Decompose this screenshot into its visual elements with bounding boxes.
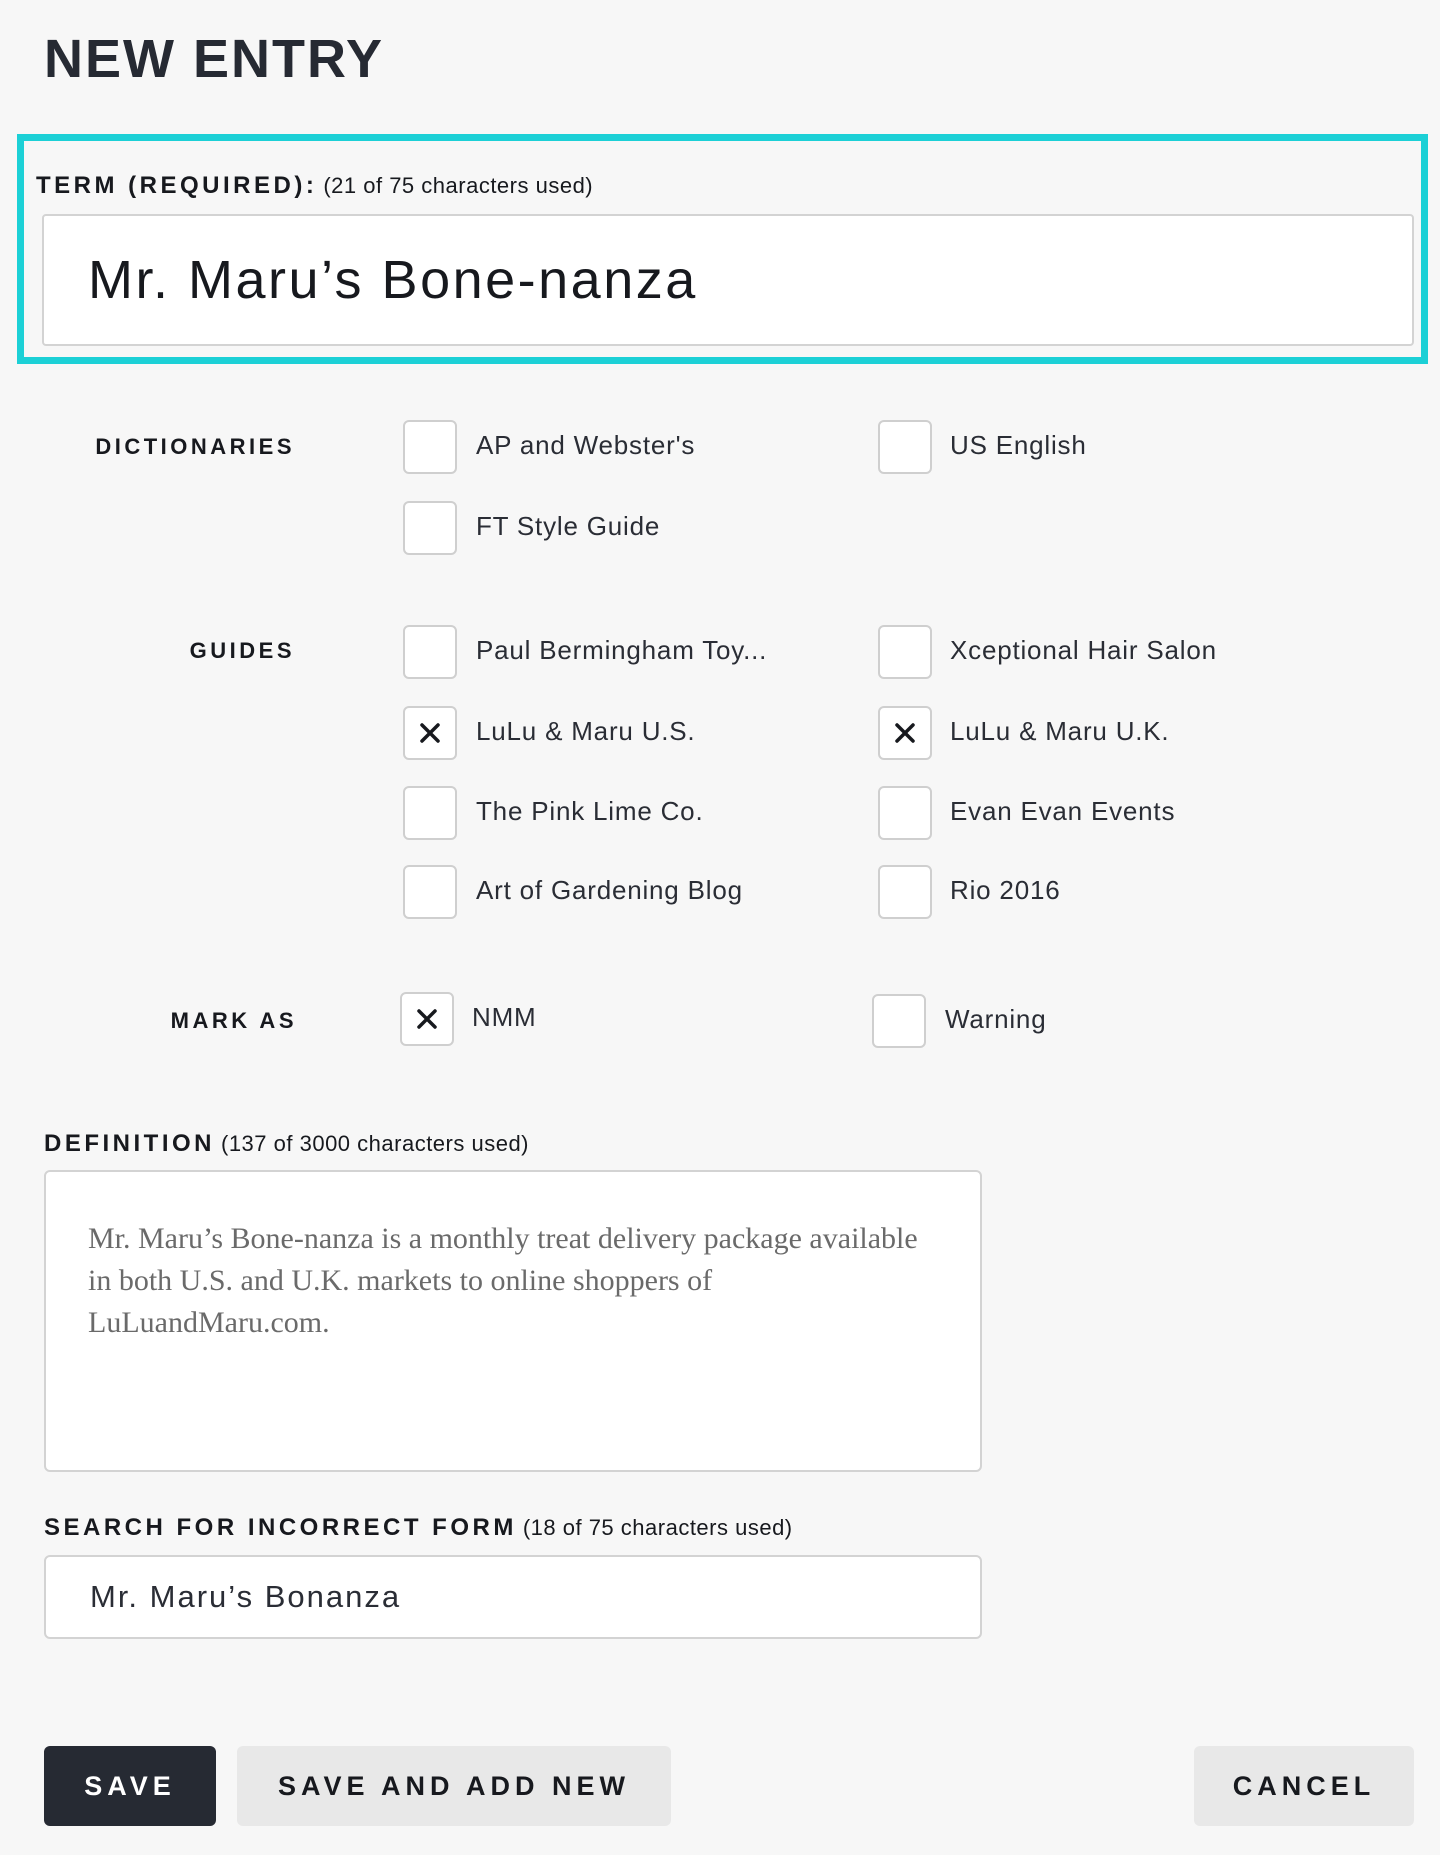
mark-as-label: MARK AS bbox=[170, 1008, 297, 1033]
x-mark-icon bbox=[415, 1007, 439, 1031]
definition-char-count: (137 of 3000 characters used) bbox=[221, 1131, 530, 1156]
incorrect-form-label bbox=[44, 1514, 793, 1542]
checkbox-us-english[interactable] bbox=[878, 420, 932, 474]
checkbox-label-us-english: US English bbox=[950, 430, 1087, 460]
term-label bbox=[36, 172, 593, 200]
checkbox-xceptional-hair-salon[interactable] bbox=[878, 625, 932, 679]
incorrect-form-label-text: SEARCH FOR INCORRECT FORM bbox=[44, 1514, 517, 1541]
checkbox-label-xceptional-hair-salon: Xceptional Hair Salon bbox=[950, 635, 1217, 665]
checkbox-lulu-maru-uk[interactable] bbox=[878, 706, 932, 760]
checkbox-label-paul-bermingham: Paul Bermingham Toy... bbox=[476, 635, 768, 665]
checkbox-label-ft-style-guide: FT Style Guide bbox=[476, 511, 661, 541]
checkbox-label-nmm: NMM bbox=[472, 1002, 537, 1032]
save-button[interactable]: SAVE bbox=[44, 1746, 216, 1826]
incorrect-form-char-count: (18 of 75 characters used) bbox=[522, 1515, 793, 1540]
incorrect-form-input[interactable] bbox=[44, 1555, 982, 1639]
x-mark-icon bbox=[418, 721, 442, 745]
checkbox-warning[interactable] bbox=[872, 994, 926, 1048]
definition-textarea[interactable] bbox=[44, 1170, 982, 1472]
checkbox-label-warning: Warning bbox=[945, 1004, 1047, 1034]
definition-label-text: DEFINITION bbox=[44, 1130, 215, 1157]
term-label-text: TERM (REQUIRED): bbox=[36, 172, 318, 199]
cancel-button[interactable]: CANCEL bbox=[1194, 1746, 1414, 1826]
checkbox-label-evan-evan-events: Evan Evan Events bbox=[950, 796, 1176, 826]
checkbox-label-pink-lime: The Pink Lime Co. bbox=[476, 796, 704, 826]
checkbox-label-lulu-maru-us: LuLu & Maru U.S. bbox=[476, 716, 696, 746]
checkbox-nmm[interactable] bbox=[400, 992, 454, 1046]
guides-label: GUIDES bbox=[189, 638, 295, 663]
checkbox-lulu-maru-us[interactable] bbox=[403, 706, 457, 760]
definition-label bbox=[44, 1130, 529, 1158]
checkbox-paul-bermingham[interactable] bbox=[403, 625, 457, 679]
checkbox-label-ap-websters: AP and Webster's bbox=[476, 430, 696, 460]
checkbox-label-art-of-gardening: Art of Gardening Blog bbox=[476, 875, 743, 905]
checkbox-evan-evan-events[interactable] bbox=[878, 786, 932, 840]
checkbox-pink-lime[interactable] bbox=[403, 786, 457, 840]
checkbox-art-of-gardening[interactable] bbox=[403, 865, 457, 919]
x-mark-icon bbox=[893, 721, 917, 745]
checkbox-label-lulu-maru-uk: LuLu & Maru U.K. bbox=[950, 716, 1170, 746]
term-char-count: (21 of 75 characters used) bbox=[323, 173, 594, 198]
dictionaries-label: DICTIONARIES bbox=[95, 434, 295, 459]
term-input[interactable] bbox=[42, 214, 1414, 346]
save-and-add-new-button[interactable]: SAVE AND ADD NEW bbox=[237, 1746, 671, 1826]
checkbox-rio-2016[interactable] bbox=[878, 865, 932, 919]
checkbox-ft-style-guide[interactable] bbox=[403, 501, 457, 555]
page-title: NEW ENTRY bbox=[44, 29, 384, 89]
checkbox-label-rio-2016: Rio 2016 bbox=[950, 875, 1061, 905]
checkbox-ap-websters[interactable] bbox=[403, 420, 457, 474]
